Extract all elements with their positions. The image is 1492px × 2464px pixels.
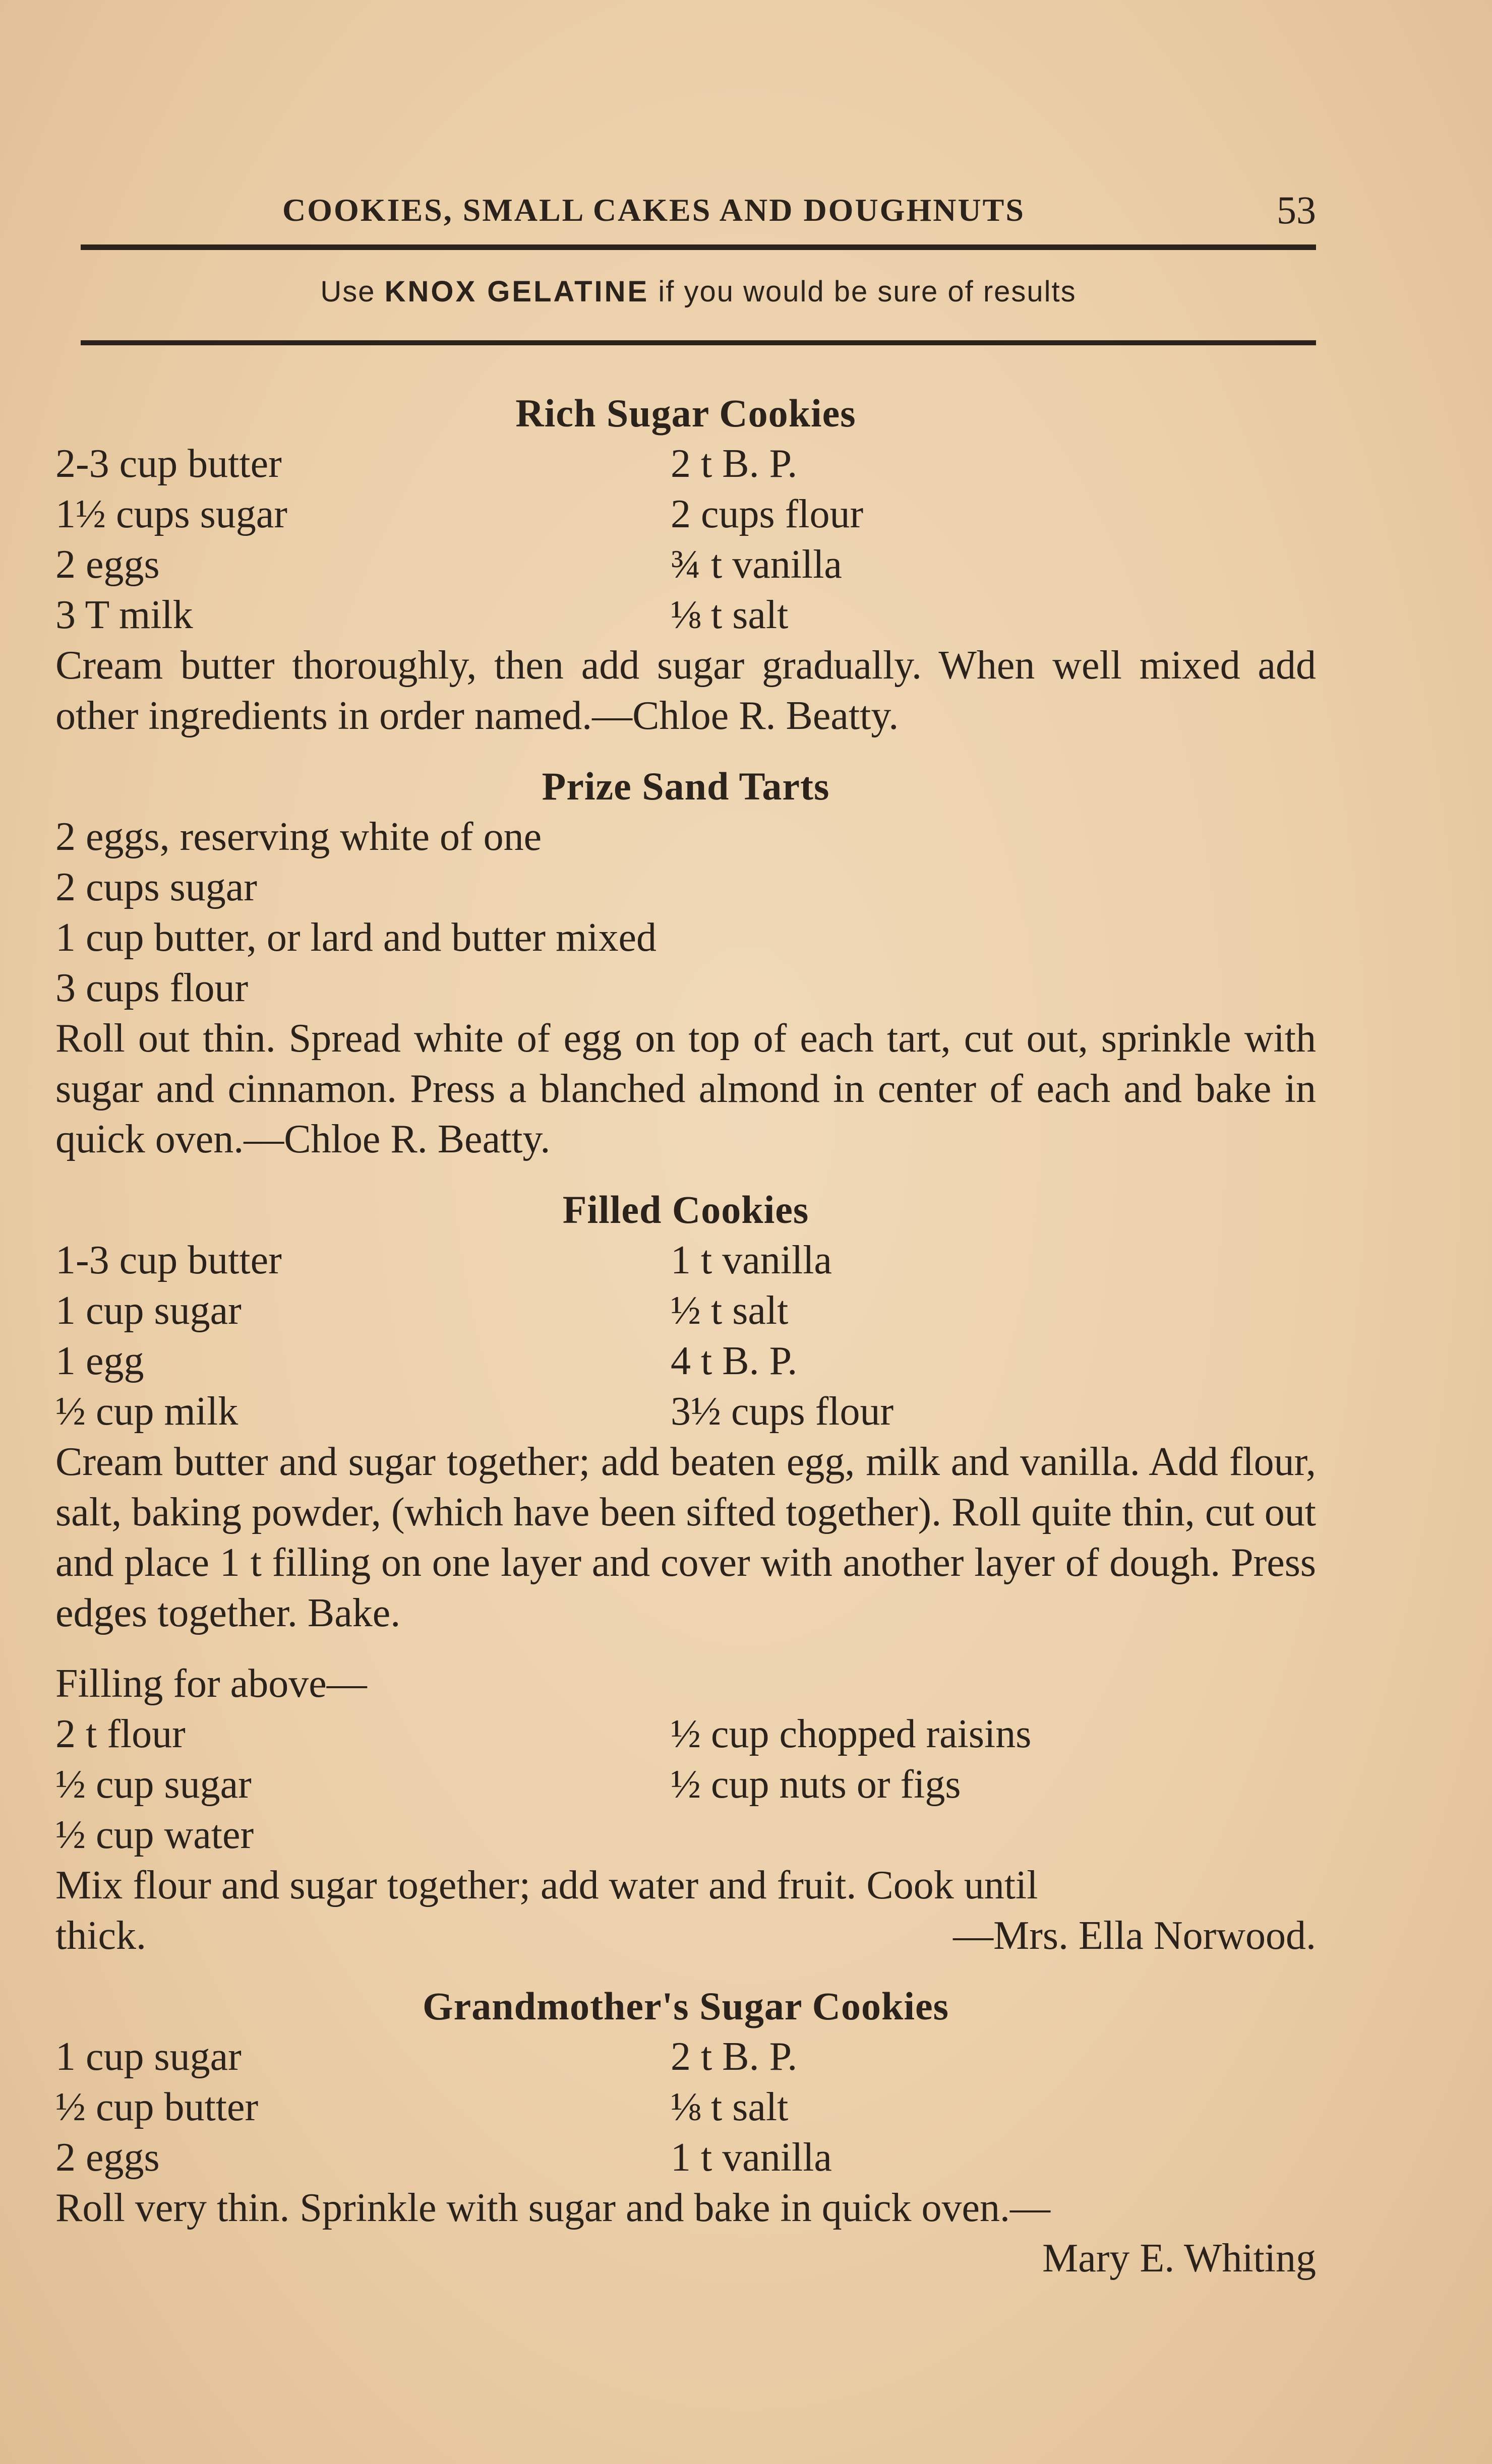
ingredient-row xyxy=(55,2031,1316,2082)
ingredient: 2 cups sugar xyxy=(55,865,257,909)
ingredient xyxy=(671,1810,1316,1860)
ingredient: 1 cup sugar xyxy=(55,1288,242,1333)
ingredient: 2 t B. P. xyxy=(671,2035,798,2079)
ingredient: ½ cup chopped raisins xyxy=(671,1712,1032,1756)
filling-directions-end xyxy=(55,1911,1316,1961)
recipe-directions: Roll out thin. Spread white of egg on top of each tart, cut out, sprinkle with sugar and cinnamon. Press a blanched almond in center of each and bake in quick oven.—Chloe R. Beatty. xyxy=(55,1016,1316,1161)
ingredient: ½ cup butter xyxy=(55,2085,259,2129)
ingredient: 1½ cups sugar xyxy=(55,492,287,536)
recipe-directions: Cream butter and sugar together; add beaten egg, milk and vanilla. Add flour, salt, baking powder, (which have been sifted together). Roll quite thin, cut out and place 1 t filling on one layer and cover with another layer of dough. Press edges together. Bake. xyxy=(55,1440,1316,1635)
ingredient-row xyxy=(55,1810,1316,1860)
ingredient: 2 eggs xyxy=(55,542,160,587)
ingredient: 2-3 cup butter xyxy=(55,442,282,486)
page-header xyxy=(81,188,1316,243)
spacer xyxy=(55,1961,1316,1981)
header-rule-bottom xyxy=(81,340,1316,345)
recipe-title: Grandmother's Sugar Cookies xyxy=(423,1984,949,2028)
recipe-signature: —Mrs. Ella Norwood. xyxy=(953,1914,1316,1958)
spacer xyxy=(55,1164,1316,1185)
ingredient-row xyxy=(55,1336,1316,1386)
ingredient-row xyxy=(55,1285,1316,1336)
ingredient: 1-3 cup butter xyxy=(55,1238,282,1282)
recipe-title: Prize Sand Tarts xyxy=(542,764,830,808)
filling-directions: Mix flour and sugar together; add water and fruit. Cook until xyxy=(55,1863,1038,1907)
ingredient: 1 cup sugar xyxy=(55,2035,242,2079)
ingredient: ⅛ t salt xyxy=(671,2085,789,2129)
spacer xyxy=(55,741,1316,761)
banner-brand: KNOX GELATINE xyxy=(384,275,649,308)
ingredient-row xyxy=(55,1759,1316,1810)
ingredient-row xyxy=(55,590,1316,640)
advertising-banner xyxy=(81,275,1316,309)
banner-prefix: Use xyxy=(320,275,376,308)
ingredient: ½ t salt xyxy=(671,1288,789,1333)
ingredient-row xyxy=(55,2132,1316,2183)
recipe-title: Filled Cookies xyxy=(562,1188,809,1231)
ingredient-row xyxy=(55,1386,1316,1437)
page-number: 53 xyxy=(1277,188,1316,232)
ingredient-row xyxy=(55,489,1316,539)
ingredient-row xyxy=(55,539,1316,590)
chapter-title: COOKIES, SMALL CAKES AND DOUGHNUTS xyxy=(282,192,1025,228)
filling-directions-tail: thick. xyxy=(55,1914,146,1958)
ingredient: 1 egg xyxy=(55,1339,144,1383)
ingredient-row xyxy=(55,1709,1316,1759)
ingredient: ⅛ t salt xyxy=(671,593,789,637)
ingredient: 2 eggs, reserving white of one xyxy=(55,815,542,859)
ingredient-row xyxy=(55,2082,1316,2132)
ingredient: 1 cup butter, or lard and butter mixed xyxy=(55,915,657,960)
recipe-filled-cookies xyxy=(55,1185,1316,1961)
filling-intro: Filling for above— xyxy=(55,1661,367,1706)
recipe-directions: Cream butter thoroughly, then add sugar gradually. When well mixed add other ingredients in order named.—Chloe R. Beatty. xyxy=(55,643,1316,738)
ingredient: 2 t flour xyxy=(55,1712,186,1756)
ingredient: ½ cup sugar xyxy=(55,1762,252,1807)
ingredient: 3½ cups flour xyxy=(671,1389,894,1434)
recipe-rich-sugar-cookies xyxy=(55,388,1316,741)
ingredient: ¾ t vanilla xyxy=(671,542,842,587)
ingredient: 3 cups flour xyxy=(55,966,249,1010)
ingredient: ½ cup nuts or figs xyxy=(671,1762,961,1807)
ingredient: 3 T milk xyxy=(55,593,193,637)
ingredient-row xyxy=(55,1235,1316,1285)
ingredient: 2 t B. P. xyxy=(671,442,798,486)
ingredient: ½ cup milk xyxy=(55,1389,238,1434)
banner-suffix: if you would be sure of results xyxy=(658,275,1077,308)
ingredient: 1 t vanilla xyxy=(671,1238,832,1282)
ingredient-row xyxy=(55,439,1316,489)
recipes-body xyxy=(55,388,1316,2284)
ingredient: ½ cup water xyxy=(55,1813,254,1857)
header-rule-top xyxy=(81,244,1316,250)
ingredient: 2 eggs xyxy=(55,2135,160,2180)
recipe-signature: Mary E. Whiting xyxy=(1042,2236,1316,2281)
ingredient: 1 t vanilla xyxy=(671,2135,832,2180)
ingredient: 4 t B. P. xyxy=(671,1339,798,1383)
ingredient: 2 cups flour xyxy=(671,492,864,536)
recipe-directions: Roll very thin. Sprinkle with sugar and bake in quick oven.— xyxy=(55,2186,1051,2230)
recipe-title: Rich Sugar Cookies xyxy=(515,391,856,435)
spacer xyxy=(55,1638,1316,1658)
recipe-prize-sand-tarts xyxy=(55,761,1316,1164)
recipe-grandmothers-sugar-cookies xyxy=(55,1981,1316,2284)
